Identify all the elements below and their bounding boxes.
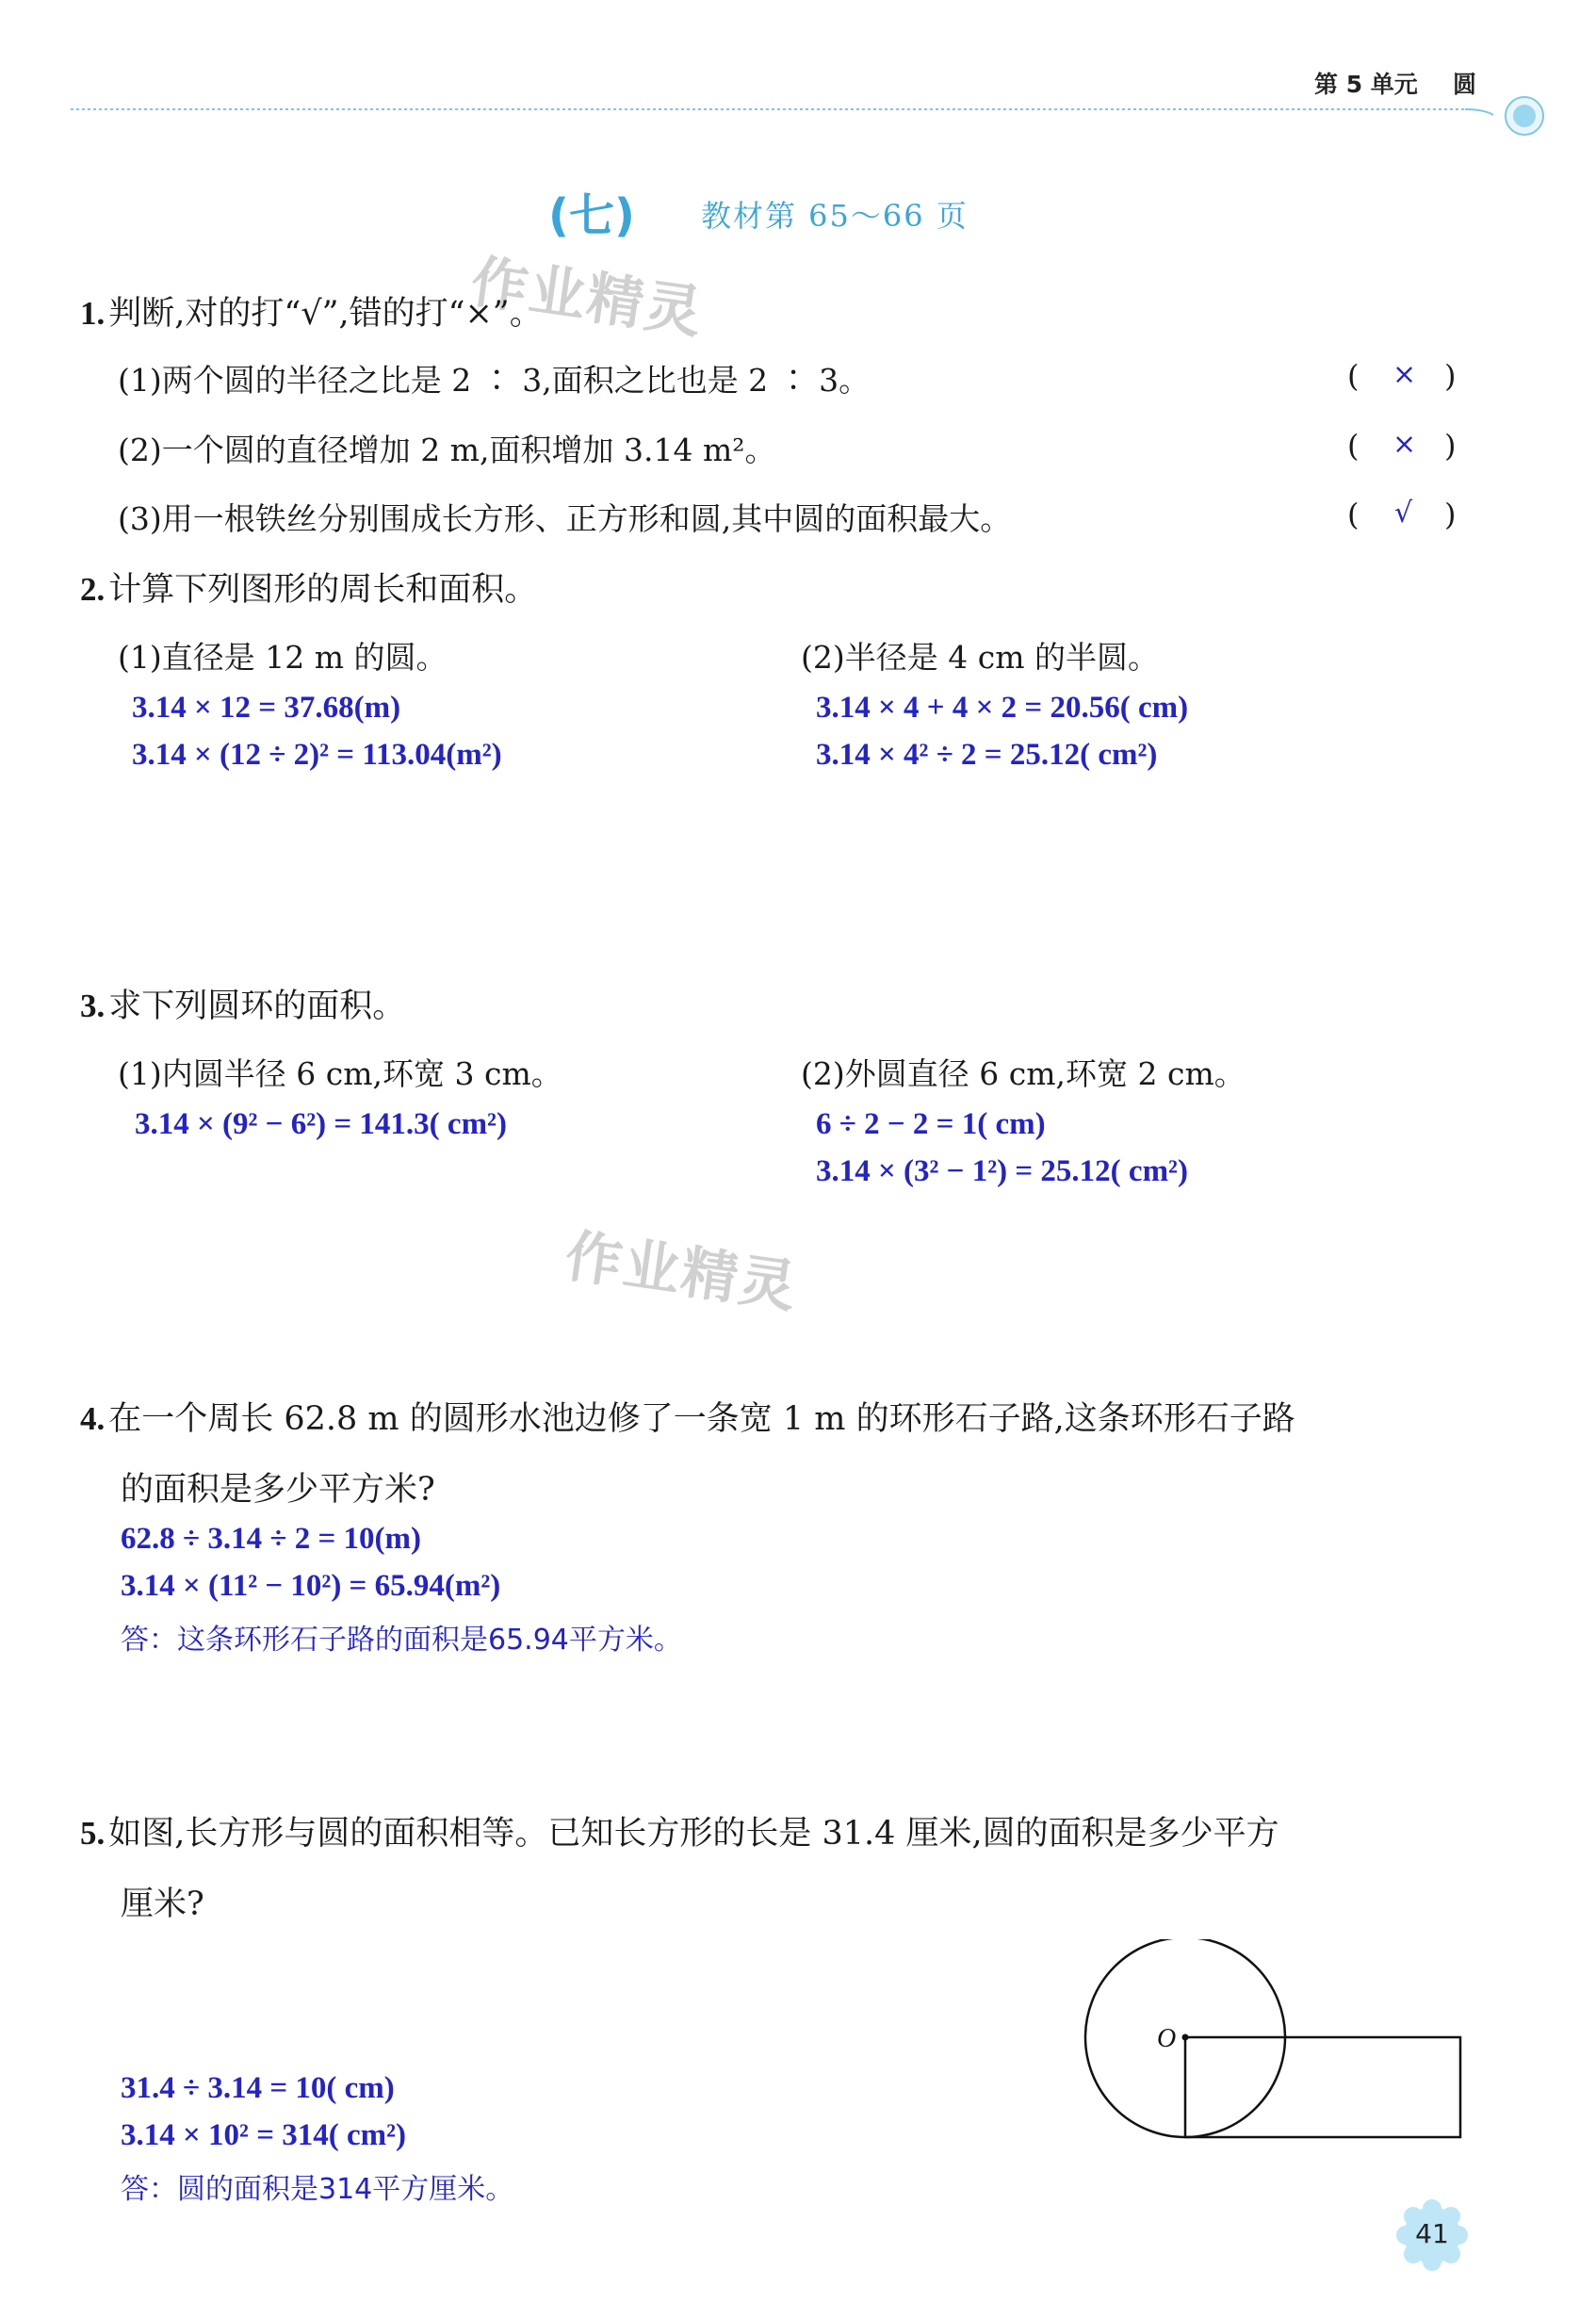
- circle-rectangle-figure: [1074, 1939, 1479, 2156]
- page-number: 41: [1415, 2218, 1449, 2249]
- header-unit-label: 第 5 单元: [1314, 71, 1418, 98]
- q1-mark-2: ×: [1392, 428, 1417, 461]
- paren-close: ): [1444, 358, 1457, 394]
- question-text: 如图,长方形与圆的面积相等。已知长方形的长是 31.4 厘米,圆的面积是多少平方: [108, 1815, 1279, 1853]
- q1-answer-box-3: (: [1347, 497, 1360, 532]
- q3-right-answer-1: 6 ÷ 2 − 2 = 1( cm): [816, 1107, 1046, 1141]
- q2-left-answer-2: 3.14 × (12 ÷ 2)² = 113.04(m²): [132, 738, 502, 772]
- question-number: 2.: [80, 571, 106, 608]
- q3-right-label: (2)外圆直径 6 cm,环宽 2 cm。: [801, 1055, 1246, 1092]
- question-text: 在一个周长 62.8 m 的圆形水池边修了一条宽 1 m 的环形石子路,这条环形石子路: [108, 1400, 1295, 1438]
- q1-item-2: (2)一个圆的直径增加 2 m,面积增加 3.14 m²。: [118, 432, 776, 468]
- question-text: 计算下列图形的周长和面积。: [108, 571, 538, 609]
- section-subtitle: 教材第 65～66 页: [701, 198, 969, 234]
- question-4: [80, 1393, 1295, 1440]
- figure-center-label: O: [1157, 2024, 1177, 2053]
- q1-mark-3: √: [1394, 497, 1413, 530]
- q2-left-label: (1)直径是 12 m 的圆。: [118, 639, 448, 676]
- question-text: 判断,对的打“√”,错的打“×”。: [108, 295, 543, 333]
- question-5: [80, 1807, 1279, 1854]
- q4-final-answer: 答：这条环形石子路的面积是65.94平方米。: [121, 1624, 682, 1657]
- q2-right-answer-1: 3.14 × 4 + 4 × 2 = 20.56( cm): [816, 691, 1189, 725]
- question-number: 4.: [80, 1400, 106, 1437]
- q5-final-answer: 答：圆的面积是314平方厘米。: [121, 2173, 514, 2206]
- question-1: [80, 287, 543, 335]
- watermark: 作业精灵: [466, 249, 708, 347]
- question-3: [80, 980, 405, 1027]
- q1-answer-box-1: (: [1347, 358, 1360, 394]
- q2-right-answer-2: 3.14 × 4² ÷ 2 = 25.12( cm²): [816, 738, 1158, 772]
- q2-left-answer-1: 3.14 × 12 = 37.68(m): [132, 691, 401, 725]
- q1-item-3: (3)用一根铁丝分别围成长方形、正方形和圆,其中圆的面积最大。: [118, 500, 1012, 537]
- question-text: 求下列圆环的面积。: [108, 988, 406, 1025]
- q3-right-answer-2: 3.14 × (3² − 1²) = 25.12( cm²): [816, 1154, 1188, 1188]
- figure-rectangle: [1185, 2037, 1460, 2137]
- question-number: 1.: [80, 295, 106, 332]
- paren-close: ): [1444, 497, 1457, 532]
- section-number: (七): [548, 189, 635, 242]
- header-divider: [71, 94, 1559, 151]
- header-topic: 圆: [1453, 71, 1477, 98]
- q4-answer-2: 3.14 × (11² − 10²) = 65.94(m²): [121, 1569, 501, 1603]
- q1-mark-1: ×: [1392, 358, 1417, 391]
- question-5-line-2: 厘米?: [121, 1886, 204, 1923]
- question-number: 5.: [80, 1815, 106, 1852]
- q5-answer-2: 3.14 × 10² = 314( cm²): [121, 2118, 407, 2152]
- figure-center-point: [1182, 2034, 1189, 2041]
- q1-answer-box-2: (: [1347, 428, 1360, 464]
- q1-item-1: (1)两个圆的半径之比是 2 ∶ 3,面积之比也是 2 ∶ 3。: [118, 362, 871, 399]
- q3-left-answer-1: 3.14 × (9² − 6²) = 141.3( cm²): [135, 1107, 507, 1141]
- question-2: [80, 563, 537, 611]
- q2-right-label: (2)半径是 4 cm 的半圆。: [801, 639, 1159, 676]
- question-number: 3.: [80, 988, 106, 1024]
- watermark: 作业精灵: [561, 1223, 802, 1321]
- question-4-line-2: 的面积是多少平方米?: [121, 1471, 435, 1509]
- paren-close: ): [1444, 428, 1457, 464]
- q3-left-label: (1)内圆半径 6 cm,环宽 3 cm。: [118, 1055, 562, 1092]
- q5-answer-1: 31.4 ÷ 3.14 = 10( cm): [121, 2071, 395, 2105]
- q4-answer-1: 62.8 ÷ 3.14 ÷ 2 = 10(m): [121, 1522, 421, 1556]
